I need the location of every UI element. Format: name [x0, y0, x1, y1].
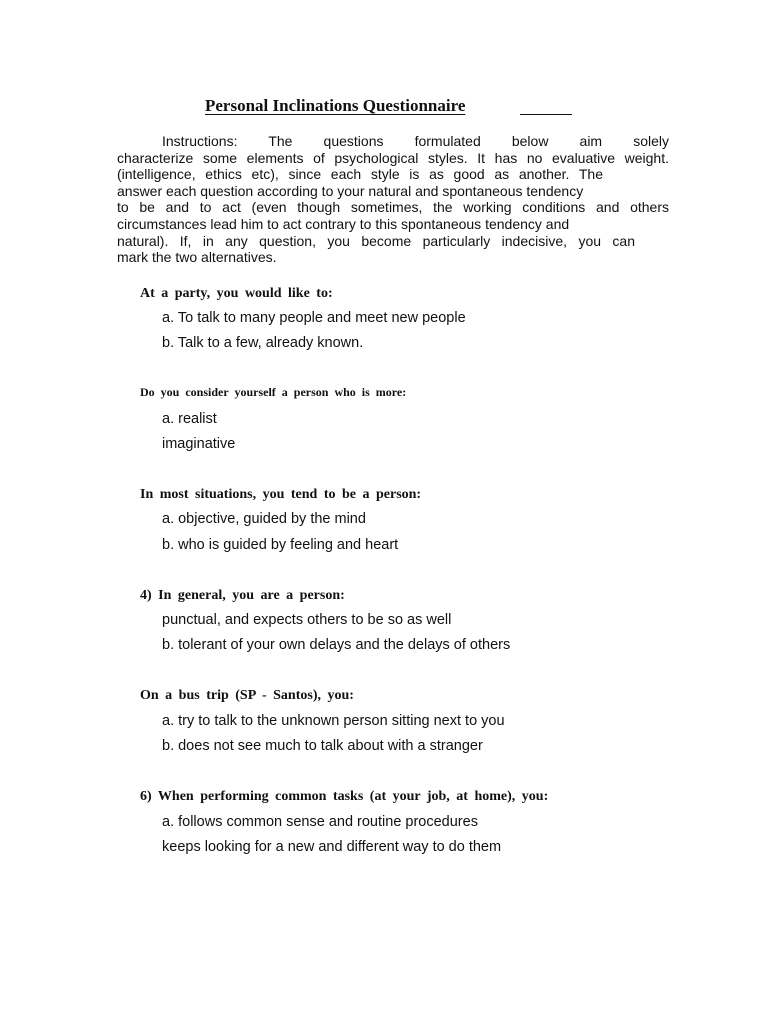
- question-1-option-a: a. To talk to many people and meet new people: [162, 310, 466, 326]
- instructions-line: to be and to act (even though sometimes, the working conditions and others: [117, 199, 669, 216]
- instructions-line: characterize some elements of psychological styles. It has no evaluative weight.: [117, 149, 669, 166]
- instructions-line: natural). If, in any question, you become particularly indecisive, you can: [117, 232, 635, 249]
- question-4-option-b: b. tolerant of your own delays and the delays of others: [162, 637, 511, 653]
- question-4: 4) In general, you are a person:: [140, 588, 345, 603]
- question-3-option-a: a. objective, guided by the mind: [162, 511, 366, 527]
- question-6-option-a: a. follows common sense and routine procedures: [162, 814, 478, 830]
- instructions-line: mark the two alternatives.: [117, 249, 277, 266]
- question-2: Do you consider yourself a person who is more:: [140, 385, 407, 399]
- question-6-option-b: keeps looking for a new and different way to do them: [162, 839, 502, 855]
- question-4-option-a: punctual, and expects others to be so as well: [162, 612, 452, 628]
- question-5: On a bus trip (SP - Santos), you:: [140, 688, 354, 703]
- question-5-option-b: b. does not see much to talk about with a stranger: [162, 738, 483, 754]
- instructions-paragraph: [117, 133, 669, 266]
- instructions-line: circumstances lead him to act contrary to this spontaneous tendency and: [117, 215, 570, 232]
- question-3-option-b: b. who is guided by feeling and heart: [162, 537, 399, 553]
- question-1-option-b: b. Talk to a few, already known.: [162, 335, 364, 351]
- question-3: In most situations, you tend to be a person:: [140, 487, 422, 502]
- instructions-line: answer each question according to your natural and spontaneous tendency: [117, 182, 584, 199]
- question-1: At a party, you would like to:: [140, 286, 333, 301]
- instructions-line: Instructions: The questions formulated below aim solely: [162, 133, 669, 149]
- question-6: 6) When performing common tasks (at your job, at home), you:: [140, 789, 549, 804]
- instructions-line: (intelligence, ethics etc), since each style is as good as another. The: [117, 166, 603, 183]
- question-2-option-a: a. realist: [162, 411, 217, 427]
- question-5-option-a: a. try to talk to the unknown person sitting next to you: [162, 713, 505, 729]
- question-2-option-b: imaginative: [162, 436, 236, 452]
- title-blank-line: [520, 114, 572, 115]
- document-title: Personal Inclinations Questionnaire: [205, 96, 466, 115]
